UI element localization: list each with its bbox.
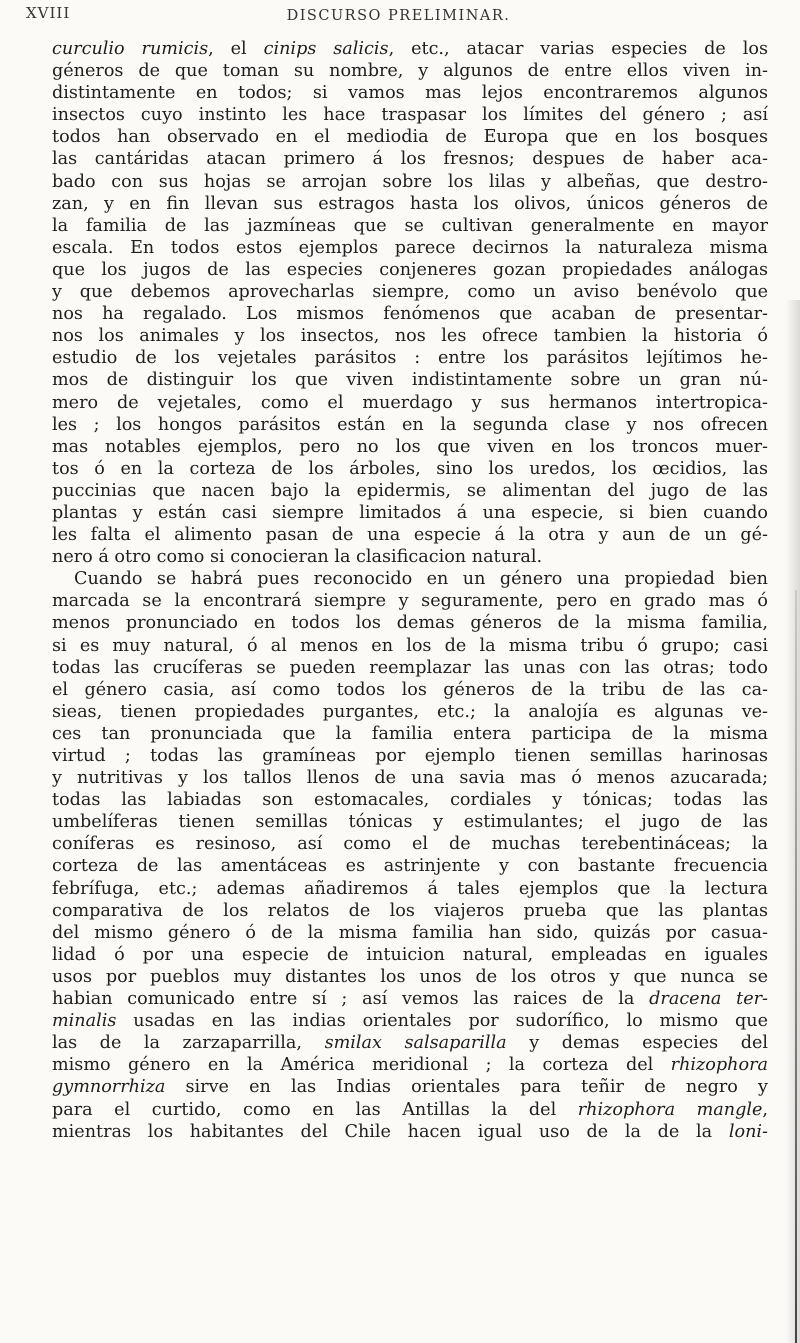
text-line: habian comunicado entre sí ; así vemos las raices de la dracena ter- [52,989,768,1010]
text-line: las cantáridas atacan primero á los fresnos; despues de haber aca- [52,149,768,170]
text-line: todas las crucíferas se pueden reemplazar las unas con las otras; todo [52,657,768,678]
page-number: XVIII [26,4,71,22]
text-line: del mismo género ó de la misma familia han sido, quizás por casua- [52,922,768,943]
text-line: mos de distinguir los que viven indistintamente sobre un gran nú- [52,370,768,391]
text-line: ces tan pronunciada que la familia entera participa de la misma [52,723,768,744]
text-line: las de la zarzaparrilla, smilax salsaparilla y demas especies del [52,1033,768,1054]
text-line: corteza de las amentáceas es astrinjente y con bastante frecuencia [52,856,768,877]
text-line: nos ha regalado. Los mismos fenómenos que acaban de presentar- [52,304,768,325]
text-line: mismo género en la América meridional ; la corteza del rhizophora [52,1055,768,1076]
text-line: nos los animales y los insectos, nos les ofrece tambien la historia ó [52,326,768,347]
text-line: les ; los hongos parásitos están en la segunda clase y nos ofrecen [52,414,768,435]
body-text [52,38,768,1143]
running-header [26,4,771,30]
text-line: para el curtido, como en las Antillas la del rhizophora mangle, [52,1099,768,1120]
text-line: zan, y en fin llevan sus estragos hasta los olivos, únicos géneros de [52,193,768,214]
text-line: curculio rumicis, el cinips salicis, etc., atacar varias especies de los [52,39,768,59]
text-line: estudio de los vejetales parásitos : entre los parásitos lejítimos he- [52,348,768,369]
text-line: sieas, tienen propiedades purgantes, etc.; la analojía es algunas ve- [52,701,768,722]
text-line: la familia de las jazmíneas que se cultivan generalmente en mayor [52,215,768,236]
text-line: coníferas es resinoso, así como el de muchas terebentináceas; la [52,834,768,855]
page-edge-shadow [786,300,800,1343]
text-line: mientras los habitantes del Chile hacen igual uso de la de la loni- [52,1121,768,1142]
text-line: el género casia, así como todos los géneros de la tribu de las ca- [52,679,768,700]
text-line: tos ó en la corteza de los árboles, sino los uredos, los œcidios, las [52,458,768,479]
text-line: todas las labiadas son estomacales, cordiales y tónicas; todas las [52,790,768,811]
text-line: y nutritivas y los tallos llenos de una savia mas ó menos azucarada; [52,768,768,789]
text-line: puccinias que nacen bajo la epidermis, se alimentan del jugo de las [52,480,768,501]
text-line: plantas y están casi siempre limitados á una especie, si bien cuando [52,502,768,523]
text-line: umbelíferas tienen semillas tónicas y estimulantes; el jugo de las [52,812,768,833]
text-line: les falta el alimento pasan de una especie á la otra y aun de un gé- [52,525,768,546]
text-line: febrífuga, etc.; ademas añadiremos á tales ejemplos que la lectura [52,878,768,899]
text-line: marcada se la encontrará siempre y seguramente, pero en grado mas ó [52,591,768,612]
text-line: que los jugos de las especies conjeneres gozan propiedades análogas [52,259,768,280]
text-line: virtud ; todas las gramíneas por ejemplo tienen semillas harinosas [52,746,768,766]
text-line: nero á otro como si conocieran la clasificacion natural. [52,547,543,568]
text-line: gymnorrhiza sirve en las Indias orientales para teñir de negro y [52,1077,768,1098]
text-line: menos pronunciado en todos los demas géneros de la misma familia, [52,613,768,634]
text-line: lidad ó por una especie de intuicion natural, empleadas en iguales [52,944,768,965]
text-line: minalis usadas en las indias orientales por sudorífico, lo mismo que [52,1011,768,1032]
text-line: mero de vejetales, como el muerdago y sus hermanos intertropica- [52,392,768,413]
text-line: bado con sus hojas se arrojan sobre los lilas y albeñas, que destro- [52,171,768,192]
text-line: géneros de que toman su nombre, y algunos de entre ellos viven in- [52,61,768,82]
text-line: y que debemos aprovecharlas siempre, como un aviso benévolo que [52,282,768,303]
text-line: escala. En todos estos ejemplos parece decirnos la naturaleza misma [52,237,768,258]
header-title: DISCURSO PRELIMINAR. [286,8,511,24]
text-line: comparativa de los relatos de los viajeros prueba que las plantas [52,900,768,921]
text-line: si es muy natural, ó al menos en los de la misma tribu ó grupo; casi [52,635,768,656]
text-line: distintamente en todos; si vamos mas lejos encontraremos algunos [52,83,768,104]
text-line: Cuando se habrá pues reconocido en un género una propiedad bien [74,569,768,590]
page-edge-line [795,590,797,1343]
text-line: todos han observado en el mediodia de Europa que en los bosques [52,127,768,148]
text-line: mas notables ejemplos, pero no los que viven en los troncos muer- [52,436,768,457]
text-line: insectos cuyo instinto les hace traspasar los límites del género ; así [52,105,768,126]
text-line: usos por pueblos muy distantes los unos de los otros y que nunca se [52,966,768,987]
